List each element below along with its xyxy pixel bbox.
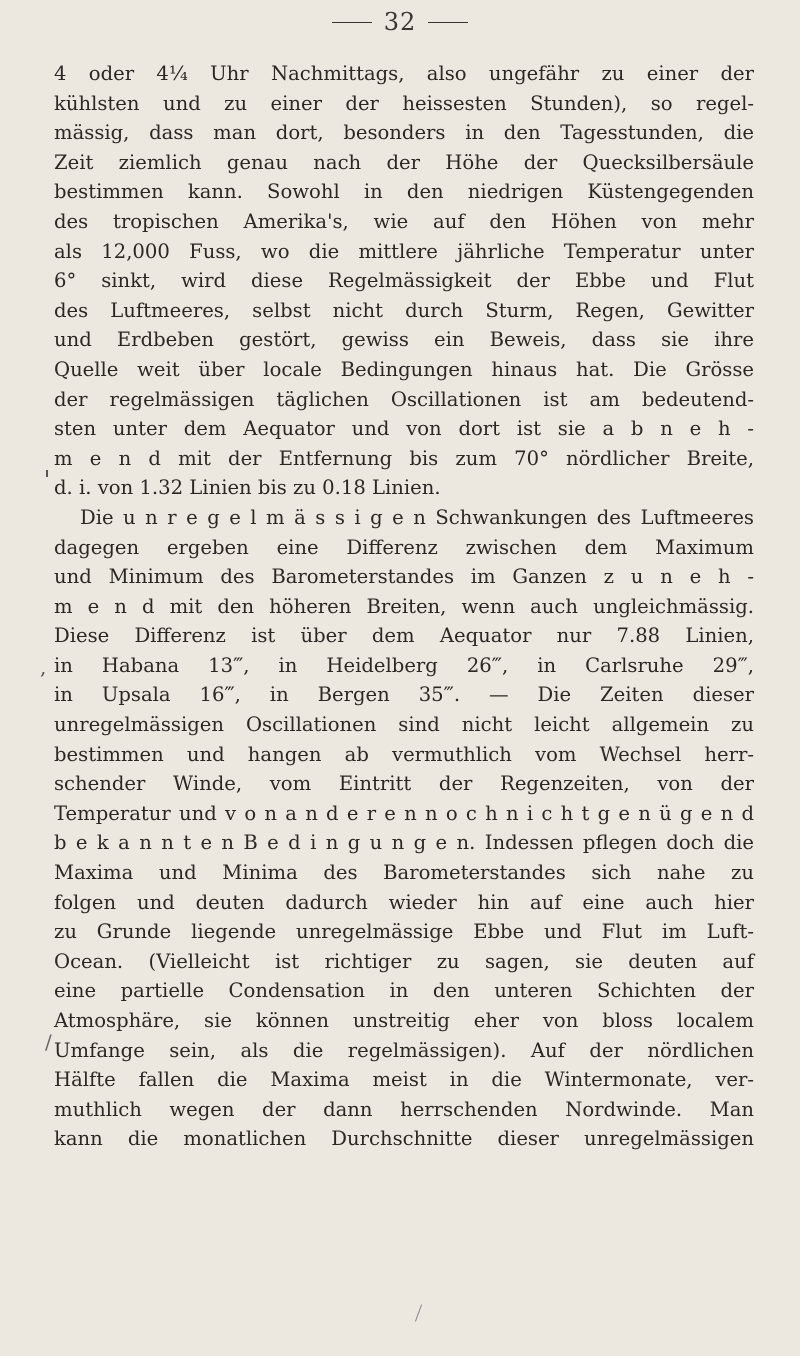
text-line: Ocean. (Vielleicht ist richtiger zu sagen, sie deuten auf — [54, 949, 754, 973]
text-line: kann die monatlichen Durchschnitte dieser unregelmässigen — [54, 1127, 754, 1151]
bottom-pencil-mark — [415, 1304, 422, 1321]
margin-slash-mark: / — [45, 1030, 52, 1054]
page-number: 32 — [383, 8, 417, 36]
text-line: 4 oder 4¼ Uhr Nachmittags, also ungefähr zu einer der — [54, 62, 754, 85]
text-line: eine partielle Condensation in den unteren Schichten der — [54, 979, 754, 1003]
text-line: Maxima und Minima des Barometerstandes sich nahe zu — [54, 861, 754, 885]
text-line: 6° sinkt, wird diese Regelmässigkeit der Ebbe und Flut — [54, 269, 754, 293]
text-line: als 12,000 Fuss, wo die mittlere jährliche Temperatur unter — [54, 239, 754, 263]
text-line: Umfange sein, als die regelmässigen). Auf der nördlichen — [54, 1038, 754, 1062]
text-line: Diese Differenz ist über dem Aequator nur 7.88 Linien, — [54, 624, 754, 648]
text-line: muthlich wegen der dann herrschenden Nordwinde. Man — [54, 1097, 754, 1121]
text-line: der regelmässigen täglichen Oscillationen ist am bedeutend- — [54, 387, 754, 411]
text-line: bestimmen und hangen ab vermuthlich vom Wechsel herr- — [54, 742, 754, 766]
text-line: b e k a n n t e n B e d i n g u n g e n. Indessen pflegen doch die — [54, 831, 754, 855]
text-line: folgen und deuten dadurch wieder hin auf eine auch hier — [54, 890, 754, 914]
margin-tick-mark — [46, 470, 48, 477]
page-header — [0, 2, 800, 42]
text-line: kühlsten und zu einer der heissesten Stunden), so regel- — [54, 91, 754, 115]
text-line: in Habana 13‴, in Heidelberg 26‴, in Carlsruhe 29‴, — [54, 653, 754, 677]
header-rule-left — [332, 22, 372, 23]
text-line: Quelle weit über locale Bedingungen hinaus hat. Die Grösse — [54, 357, 754, 381]
text-line: des tropischen Amerika's, wie auf den Höhen von mehr — [54, 209, 754, 233]
text-line: zu Grunde liegende unregelmässige Ebbe und Flut im Luft- — [54, 920, 754, 944]
text-line: dagegen ergeben eine Differenz zwischen dem Maximum — [54, 535, 754, 559]
text-line: m e n d mit der Entfernung bis zum 70° nördlicher Breite, — [54, 446, 754, 470]
text-line: des Luftmeeres, selbst nicht durch Sturm, Regen, Gewitter — [54, 298, 754, 322]
text-line: und Erdbeben gestört, gewiss ein Beweis, dass sie ihre — [54, 328, 754, 352]
text-line: Temperatur und v o n a n d e r e n n o c h n i c h t g e n ü g e n d — [54, 801, 754, 825]
text-line: mässig, dass man dort, besonders in den Tagesstunden, die — [54, 121, 754, 145]
text-line: in Upsala 16‴, in Bergen 35‴. — Die Zeiten dieser — [54, 683, 754, 707]
body-text — [54, 59, 754, 1154]
margin-comma-mark: , — [40, 655, 47, 679]
text-line: Zeit ziemlich genau nach der Höhe der Quecksilbersäule — [54, 150, 754, 174]
header-rule-right — [428, 22, 468, 23]
text-line: unregelmässigen Oscillationen sind nicht leicht allgemein zu — [54, 713, 754, 737]
text-line: schender Winde, vom Eintritt der Regenzeiten, von der — [54, 772, 754, 796]
text-line: d. i. von 1.32 Linien bis zu 0.18 Linien. — [54, 476, 441, 500]
text-line: bestimmen kann. Sowohl in den niedrigen Küstengegenden — [54, 180, 754, 204]
text-line: und Minimum des Barometerstandes im Ganzen z u n e h - — [54, 565, 754, 589]
text-line: m e n d mit den höheren Breiten, wenn auch ungleichmässig. — [54, 594, 754, 618]
text-line: Die u n r e g e l m ä s s i g e n Schwankungen des Luftmeeres — [80, 505, 754, 529]
text-line: Atmosphäre, sie können unstreitig eher von bloss localem — [54, 1009, 754, 1032]
text-line: sten unter dem Aequator und von dort ist sie a b n e h - — [54, 417, 754, 441]
text-line: Hälfte fallen die Maxima meist in die Wintermonate, ver- — [54, 1068, 754, 1092]
